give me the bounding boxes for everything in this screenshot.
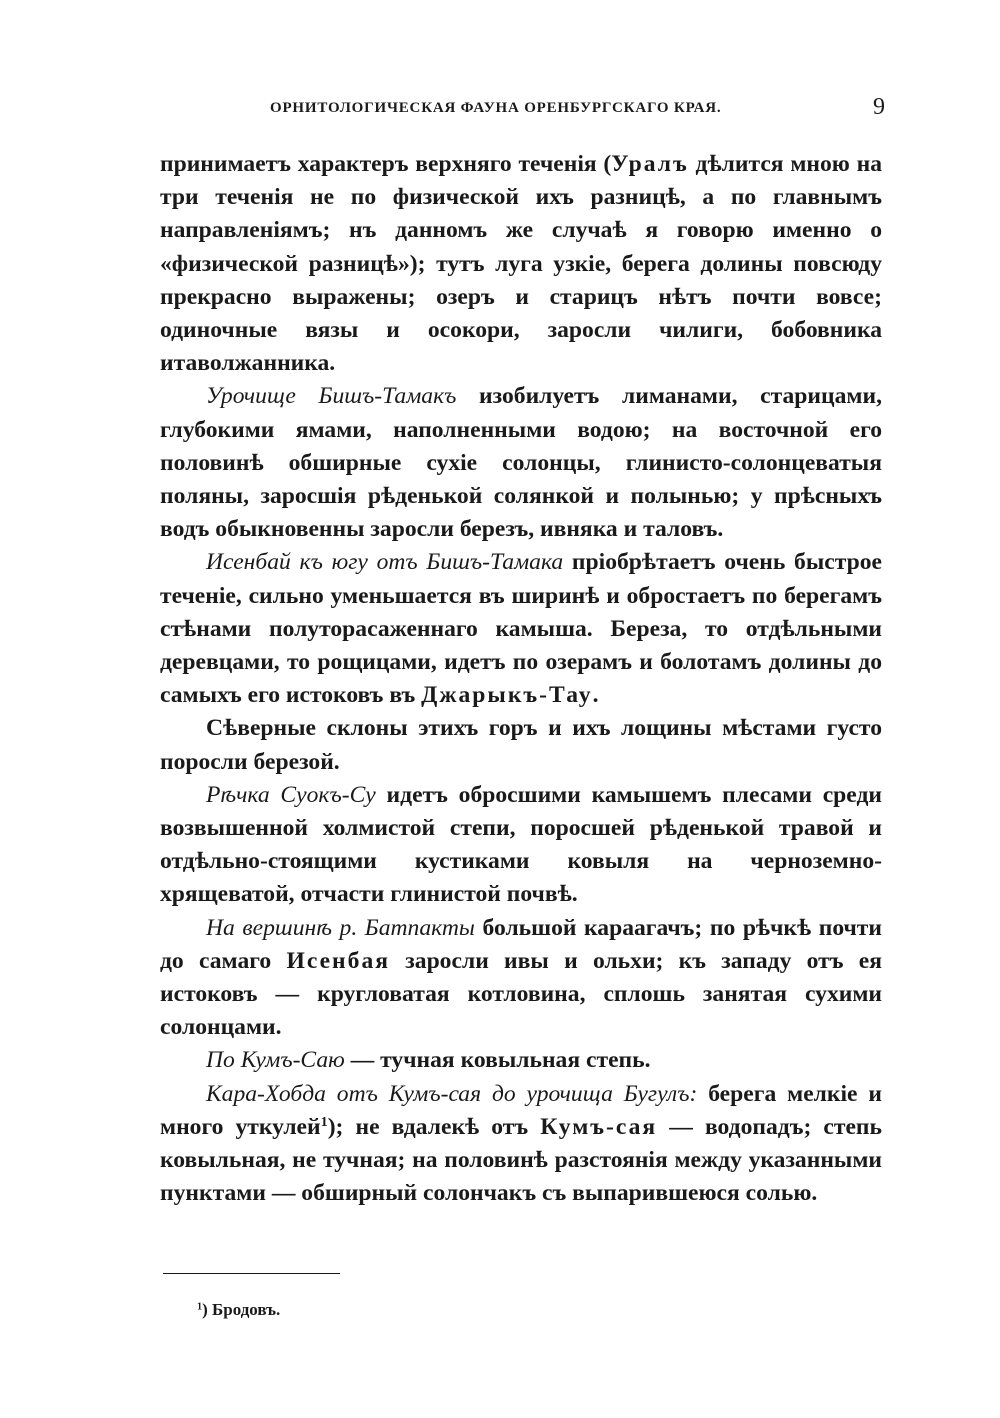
spaced-word: Джарыкъ-Тау — [421, 682, 593, 709]
paragraph-text: Сѣверные склоны этихъ горъ и ихъ лощины мѣстами густо поросли березой. — [160, 715, 882, 775]
paragraph — [160, 1044, 882, 1077]
paragraph-text: большой караагачъ; по рѣчкѣ почти до самаго — [160, 914, 882, 974]
running-title: ОРНИТОЛОГИЧЕСКАЯ ФАУНА ОРЕНБУРГСКАГО КРАЯ. — [270, 100, 722, 116]
paragraph-text: заросли ивы и ольхи; къ западу отъ ея истоковъ — кругловатая котловина, сплошь занятая сухими солонцами. — [160, 947, 882, 1041]
paragraph — [160, 1078, 882, 1211]
paragraph-text: изобилуетъ лиманами, старицами, глубокими ямами, наполненными водою; на восточной его половинѣ обширные сухіе солонцы, глинисто-солонцеватыя поляны, заросшія рѣденькой солянкой и полынью; у прѣсныхъ водъ обыкновенны заросли березъ, ивняка и таловъ. — [160, 383, 882, 543]
paragraph — [160, 148, 882, 380]
italic-lead: Кара-Хобда отъ Кумъ-сая до урочища Бугулъ: — [206, 1080, 698, 1107]
footnote-text: ) Бродовъ. — [202, 1300, 281, 1319]
footnote-rule — [163, 1273, 340, 1274]
footnote-marker: 1 — [197, 1301, 203, 1313]
running-header — [160, 96, 885, 126]
italic-lead: Рѣчка Суокъ-Су — [206, 781, 376, 808]
paragraph-text: принимаетъ характеръ верхняго теченія ( — [160, 151, 612, 177]
italic-lead: Урочище Бишъ-Тамакъ — [206, 383, 457, 410]
paragraph-text: пріобрѣтаетъ очень быстрое теченіе, сильно уменьшается въ ширинѣ и обростаетъ по берегамъ стѣнами полуторасаженнаго камыша. Береза, то отдѣльными деревцами, то рощицами, идетъ по озерамъ и болотамъ долины до самыхъ его истоковъ въ — [160, 549, 882, 709]
page-number: 9 — [873, 94, 885, 120]
paragraph — [160, 546, 882, 712]
paragraph-text: ); не вдалекѣ отъ — [327, 1113, 541, 1140]
spaced-word: Кумъ-сая — [540, 1113, 658, 1140]
footnote-ref: 1 — [320, 1114, 328, 1131]
paragraph — [160, 912, 882, 1045]
spaced-word: Исенбая — [286, 947, 391, 974]
paragraph-text: берега мелкіе и много уткулей — [160, 1080, 882, 1140]
footnote — [197, 1300, 280, 1320]
paragraph — [160, 712, 882, 778]
paragraph-text: — тучная ковыльная степь. — [344, 1047, 651, 1074]
paragraph-text: . — [592, 682, 599, 709]
italic-lead: Исенбай къ югу отъ Бишъ-Тамака — [206, 549, 564, 576]
paragraph-text: идетъ обросшими камышемъ плесами среди возвышенной холмистой степи, поросшей рѣденькой травой и отдѣльно-стоящими кустиками ковыля на черноземно-хрящеватой, отчасти глинистой почвѣ. — [160, 781, 882, 908]
body-text — [160, 148, 882, 1211]
spaced-word: Уралъ — [611, 151, 689, 177]
paragraph — [160, 779, 882, 912]
italic-lead: По Кумъ-Саю — [206, 1047, 345, 1074]
paragraph-text: дѣлится мною на три теченія не по физической ихъ разницѣ, а по главнымъ направленіямъ; нъ данномъ же случаѣ я говорю именно о «физической разницѣ»); тутъ луга узкіе, берега долины повсюду прекрасно выражены; озеръ и старицъ нѣтъ почти вовсе; одиночные вязы и осокори, заросли чилиги, бобовника итаволжанника. — [160, 151, 882, 377]
italic-lead: На вершинѣ р. Батпакты — [206, 914, 475, 941]
paragraph — [160, 380, 882, 546]
paragraph-text: — водопадъ; степь ковыльная, не тучная; на половинѣ разстоянія между указанными пунктами — обширный солончакъ съ выпарившеюся солью. — [160, 1113, 882, 1207]
